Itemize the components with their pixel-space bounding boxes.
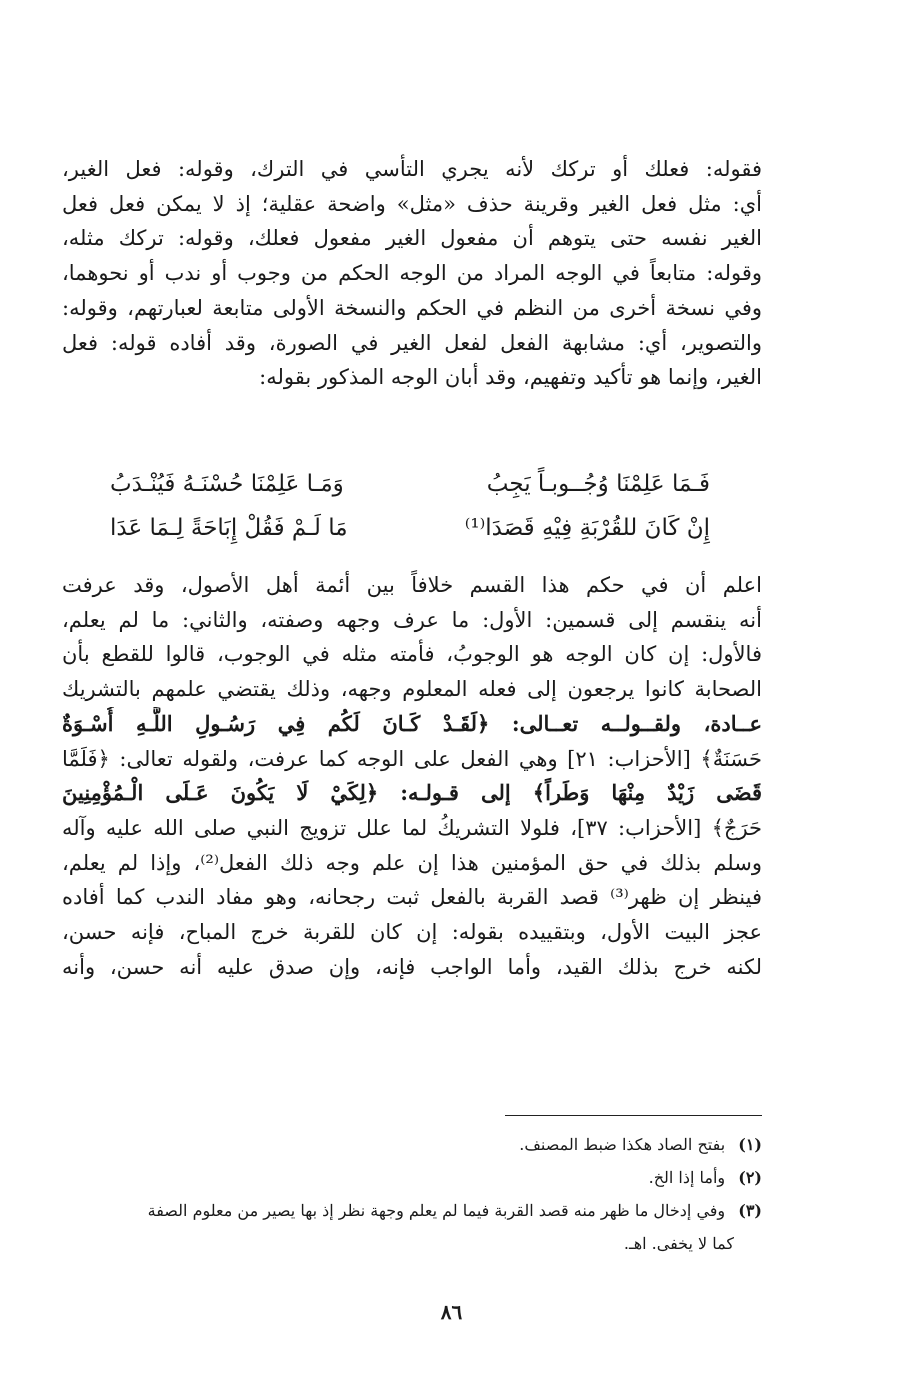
footnote-continuation	[62, 1227, 762, 1260]
footnote-text: وأما إذا الخ.	[648, 1168, 726, 1187]
verse-second-hemistich: وَمَـا عَلِمْنَا حُسْنَـهُ فَيُنْـدَبُ	[110, 471, 344, 497]
footnote-number: (٢)	[738, 1168, 762, 1187]
footnote-divider	[505, 1115, 762, 1116]
footnote-number: (٣)	[738, 1201, 762, 1220]
footnote-number: (١)	[738, 1135, 762, 1154]
text-line: حَرَجٌ﴾ [الأحزاب: ٣٧]، فلولا التشريكُ لما علل تزويج النبي صلى الله عليه وآله	[62, 815, 762, 840]
footnote	[62, 1128, 762, 1161]
text-line: فالأول: إن كان الوجه هو الوجوبُ، فأمته مثله في الوجوب، قالوا للقطع بأن	[62, 642, 762, 667]
verse-first-hemistich: إِنْ كَانَ للقُرْبَةِ فِيْهِ قَصَدَا⁽¹⁾	[464, 515, 710, 541]
poem-verses	[110, 462, 710, 550]
text-line: الغير نفسه حتى يتوهم أن مفعول الغير مفعول فعلك، وقوله: تركك مثله،	[62, 226, 762, 251]
verse-first-hemistich: فَـمَا عَلِمْنَا وُجُــوبـاً يَجِبُ	[486, 471, 710, 497]
text-line: عــادة، ولقــولــه تعــالى: ﴿لَقَـدْ كَـانَ لَكُم فِي رَسُـولِ اللَّـهِ أُسْـوَةٌ	[62, 710, 762, 736]
text-line: أي: مثل فعل الغير وقرينة حذف «مثل» واضحة عقلية؛ إذ لا يمكن فعل فعل	[62, 191, 762, 216]
text-line: قَضَى زَيْدٌ مِنْهَا وَطَراً﴾ إلى قـولـه: ﴿لِكَيْ لَا يَكُونَ عَـلَى الْـمُؤْمِنِينَ	[62, 780, 762, 806]
text-line: والتصوير، أي: مشابهة الفعل لفعل الغير في الصورة، وقد أفاده قوله: فعل	[62, 330, 762, 355]
text-line: فينظر إن ظهر⁽³⁾ قصد القربة بالفعل ثبت رجحانه، وهو مفاد الندب كما أفاده	[62, 885, 762, 910]
text-line: وسلم بذلك في حق المؤمنين هذا إن علم وجه ذلك الفعل⁽²⁾، وإذا لم يعلم،	[62, 850, 762, 875]
text-line: عجز البيت الأول، وبتقييده بقوله: إن كان للقربة خرج المباح، فإنه حسن،	[62, 920, 762, 945]
footnotes	[62, 1128, 762, 1260]
paragraph-commentary	[62, 152, 762, 395]
page-number: ٨٦	[440, 1300, 463, 1324]
paragraph-explanation	[62, 568, 762, 984]
poem-verse	[110, 506, 710, 550]
text-line: لكنه خرج بذلك القيد، وأما الواجب فإنه، وإن صدق عليه أنه حسن، وأنه	[62, 954, 762, 979]
text-line: اعلم أن في حكم هذا القسم خلافاً بين أئمة أهل الأصول، وقد عرفت	[62, 573, 762, 597]
text-line: الغير، وإنما هو تأكيد وتفهيم، وقد أبان الوجه المذكور بقوله:	[259, 365, 762, 390]
text-line: الصحابة كانوا يرجعون إلى فعله المعلوم وجهه، وذلك يقتضي علمهم بالتشريك	[62, 677, 762, 702]
footnote-text: وفي إدخال ما ظهر منه قصد القربة فيما لم يعلم وجهة نظر إذ بها يصير من معلوم الصفة	[147, 1201, 726, 1220]
verse-second-hemistich: مَا لَـمْ فَقُلْ إِبَاحَةً لِـمَا عَدَا	[110, 515, 348, 541]
footnote-text: بفتح الصاد هكذا ضبط المصنف.	[519, 1135, 726, 1154]
text-line: وفي نسخة أخرى من النظم في الحكم والنسخة الأولى متابعة لعبارتهم، وقوله:	[62, 295, 762, 320]
text-line: وقوله: متابعاً في الوجه المراد من الوجه الحكم من وجوب أو ندب أو نحوهما،	[62, 261, 762, 286]
footnote	[62, 1161, 762, 1194]
poem-verse	[110, 462, 710, 506]
text-line: فقوله: فعلك أو تركك لأنه يجري التأسي في الترك، وقوله: فعل الغير،	[62, 157, 762, 181]
text-line: أنه ينقسم إلى قسمين: الأول: ما عرف وجهه وصفته، والثاني: ما لم يعلم،	[62, 607, 762, 632]
footnote	[62, 1194, 762, 1227]
footnote-text: كما لا يخفى. اهـ.	[623, 1234, 734, 1253]
text-line: حَسَنَةٌ﴾ [الأحزاب: ٢١] وهي الفعل على الوجه كما عرفت، ولقوله تعالى: ﴿فَلَمَّا	[62, 746, 762, 771]
